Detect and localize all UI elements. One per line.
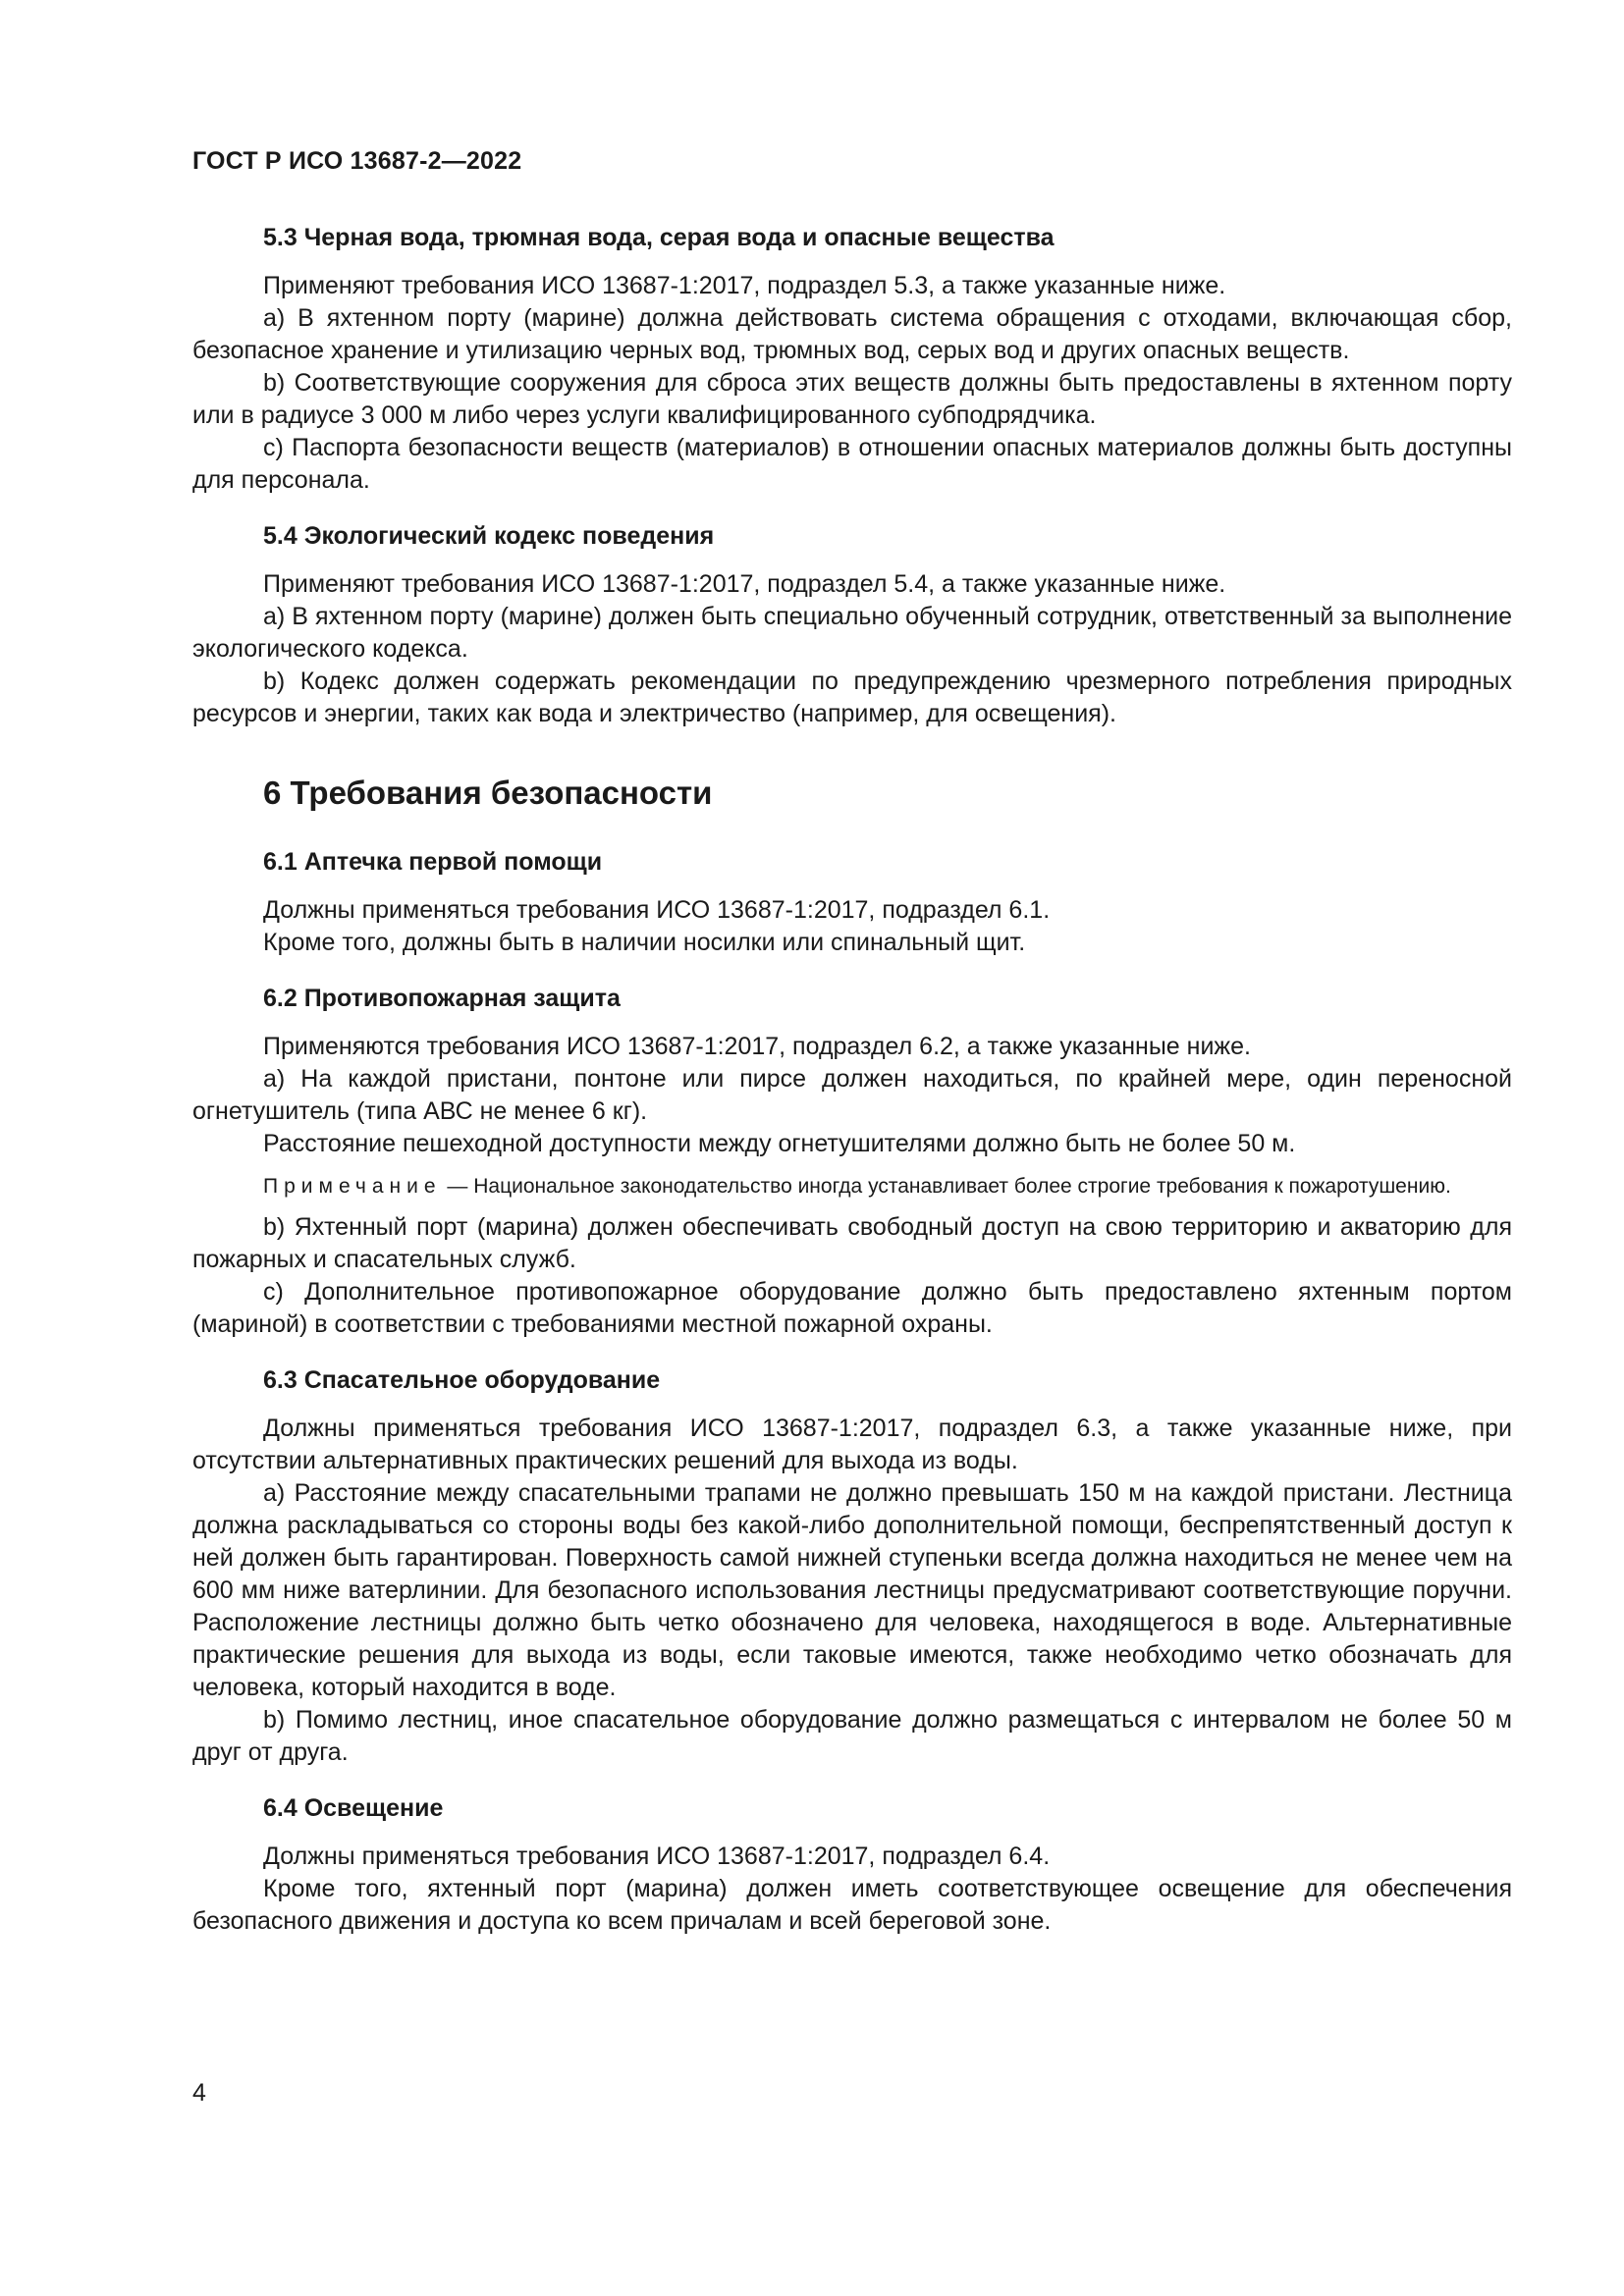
- section-5-3-heading: 5.3 Черная вода, трюмная вода, серая вода и опасные вещества: [263, 224, 1055, 251]
- section-6-1-intro: Должны применяться требования ИСО 13687-1:2017, подраздел 6.1.: [263, 896, 1051, 924]
- section-6-2-item-c: c) Дополнительное противопожарное оборудование должно быть предоставлено яхтенным портом (мариной) в соответствии с требованиями местной пожарной охраны.: [192, 1278, 1512, 1338]
- section-6-4-intro: Должны применяться требования ИСО 13687-1:2017, подраздел 6.4.: [263, 1842, 1051, 1870]
- note-text: — Национальное законодательство иногда устанавливает более строгие требования к пожаротушению.: [441, 1175, 1451, 1198]
- section-5-4-heading: 5.4 Экологический кодекс поведения: [263, 522, 715, 550]
- note-label: Примечание: [263, 1175, 442, 1198]
- section-6-heading: 6 Требования безопасности: [263, 774, 713, 811]
- section-6-1-text: Кроме того, должны быть в наличии носилки или спинальный щит.: [263, 929, 1026, 956]
- section-5-4-item-a: a) В яхтенном порту (марине) должен быть специально обученный сотрудник, ответственный за выполнение экологического кодекса.: [192, 603, 1512, 663]
- section-6-3-heading: 6.3 Спасательное оборудование: [263, 1366, 661, 1394]
- section-6-2-item-b: b) Яхтенный порт (марина) должен обеспечивать свободный доступ на свою территорию и акваторию для пожарных и спасательных служб.: [192, 1213, 1512, 1273]
- section-6-3-item-a: a) Расстояние между спасательными трапами не должно превышать 150 м на каждой пристани. Лестница должна раскладываться со стороны воды без какой-либо дополнительной помощи, беспрепятственный доступ к ней должен быть гарантирован. Поверхность самой нижней ступеньки всегда должна находиться не менее чем на 600 мм ниже ватерлинии. Для безопасного использования лестницы предусматривают соответствующие поручни. Расположение лестницы должно быть четко обозначено для человека, находящегося в воде. Альтернативные практические решения для выхода из воды, если таковые имеются, также необходимо четко обозначать для человека, который находится в воде.: [192, 1479, 1512, 1701]
- section-5-4-item-b: b) Кодекс должен содержать рекомендации по предупреждению чрезмерного потребления природных ресурсов и энергии, таких как вода и электричество (например, для освещения).: [192, 667, 1512, 727]
- section-6-2-intro: Применяются требования ИСО 13687-1:2017, подраздел 6.2, а также указанные ниже.: [263, 1033, 1251, 1060]
- section-6-1-heading: 6.1 Аптечка первой помощи: [263, 848, 603, 876]
- section-6-2-heading: 6.2 Противопожарная защита: [263, 985, 621, 1012]
- section-6-3-item-b: b) Помимо лестниц, иное спасательное оборудование должно размещаться с интервалом не более 50 м друг от друга.: [192, 1706, 1512, 1766]
- section-6-2-item-a: a) На каждой пристани, понтоне или пирсе должен находиться, по крайней мере, один переносной огнетушитель (типа АВС не менее 6 кг).: [192, 1065, 1512, 1125]
- section-5-3-item-b: b) Соответствующие сооружения для сброса этих веществ должны быть предоставлены в яхтенном порту или в радиусе 3 000 м либо через услуги квалифицированного субподрядчика.: [192, 369, 1512, 429]
- section-6-4-text: Кроме того, яхтенный порт (марина) должен иметь соответствующее освещение для обеспечения безопасного движения и доступа ко всем причалам и всей береговой зоне.: [192, 1875, 1512, 1935]
- section-6-3-intro: Должны применяться требования ИСО 13687-1:2017, подраздел 6.3, а также указанные ниже, при отсутствии альтернативных практических решений для выхода из воды.: [192, 1415, 1512, 1474]
- section-5-3-intro: Применяют требования ИСО 13687-1:2017, подраздел 5.3, а также указанные ниже.: [263, 272, 1226, 299]
- standard-code-header: ГОСТ Р ИСО 13687-2—2022: [192, 147, 522, 175]
- page-number: 4: [192, 2079, 206, 2107]
- section-6-2-note: [192, 1172, 1512, 1201]
- section-6-4-heading: 6.4 Освещение: [263, 1794, 444, 1822]
- section-5-3-item-c: c) Паспорта безопасности веществ (материалов) в отношении опасных материалов должны быть доступны для персонала.: [192, 434, 1512, 494]
- section-6-2-distance: Расстояние пешеходной доступности между огнетушителями должно быть не более 50 м.: [263, 1130, 1296, 1157]
- section-5-4-intro: Применяют требования ИСО 13687-1:2017, подраздел 5.4, а также указанные ниже.: [263, 570, 1226, 598]
- section-5-3-item-a: a) В яхтенном порту (марине) должна действовать система обращения с отходами, включающая сбор, безопасное хранение и утилизацию черных вод, трюмных вод, серых вод и других опасных веществ.: [192, 304, 1512, 364]
- page-content: [192, 222, 1512, 1938]
